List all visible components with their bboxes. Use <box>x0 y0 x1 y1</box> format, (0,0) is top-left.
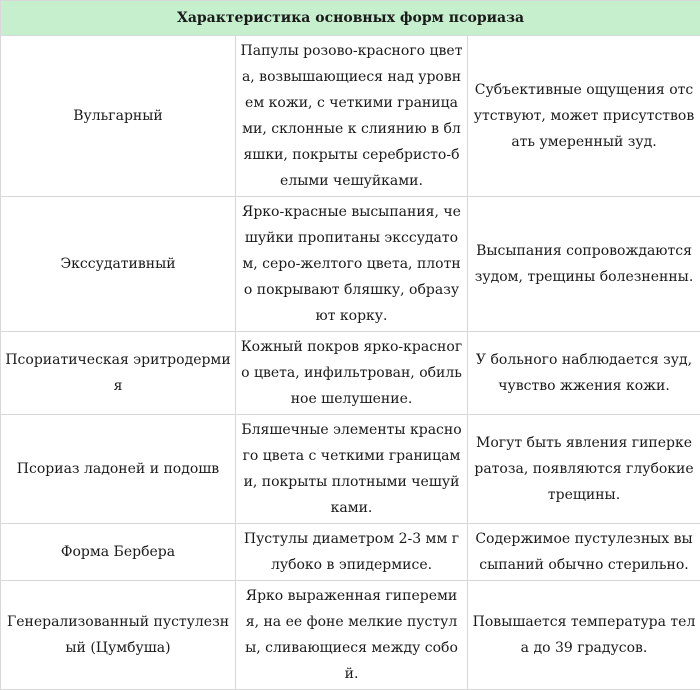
table-header-row <box>1 1 700 36</box>
table-title: Характеристика основных форм псориаза <box>1 1 700 36</box>
form-name-cell: Экссудативный <box>1 197 236 332</box>
symptoms-cell: Могут быть явления гиперкератоза, появляются глубокие трещины. <box>468 415 700 524</box>
table-row <box>1 36 700 197</box>
table-row <box>1 524 700 581</box>
symptoms-cell: Повышается температура тела до 39 градусов. <box>468 581 700 690</box>
rash-description-cell: Ярко выраженная гиперемия, на ее фоне мелкие пустулы, сливающиеся между собой. <box>236 581 468 690</box>
form-name-cell: Псориатическая эритродермия <box>1 332 236 415</box>
rash-description-cell: Бляшечные элементы красного цвета с четкими границами, покрыты плотными чешуйками. <box>236 415 468 524</box>
form-name-cell: Форма Бербера <box>1 524 236 581</box>
table-row <box>1 581 700 690</box>
rash-description-cell: Папулы розово-красного цвета, возвышающиеся над уровнем кожи, с четкими границами, склонные к слиянию в бляшки, покрыты серебристо-белыми чешуйками. <box>236 36 468 197</box>
rash-description-cell: Ярко-красные высыпания, чешуйки пропитаны экссудатом, серо-желтого цвета, плотно покрывают бляшку, образуют корку. <box>236 197 468 332</box>
form-name-cell: Вульгарный <box>1 36 236 197</box>
symptoms-cell: Содержимое пустулезных высыпаний обычно стерильно. <box>468 524 700 581</box>
rash-description-cell: Кожный покров ярко-красного цвета, инфильтрован, обильное шелушение. <box>236 332 468 415</box>
form-name-cell: Псориаз ладоней и подошв <box>1 415 236 524</box>
symptoms-cell: У больного наблюдается зуд, чувство жжения кожи. <box>468 332 700 415</box>
table-row <box>1 415 700 524</box>
rash-description-cell: Пустулы диаметром 2-3 мм глубоко в эпидермисе. <box>236 524 468 581</box>
table-row <box>1 197 700 332</box>
table-row <box>1 332 700 415</box>
form-name-cell: Генерализованный пустулезный (Цумбуша) <box>1 581 236 690</box>
symptoms-cell: Высыпания сопровождаются зудом, трещины болезненны. <box>468 197 700 332</box>
symptoms-cell: Субъективные ощущения отсутствуют, может присутствовать умеренный зуд. <box>468 36 700 197</box>
